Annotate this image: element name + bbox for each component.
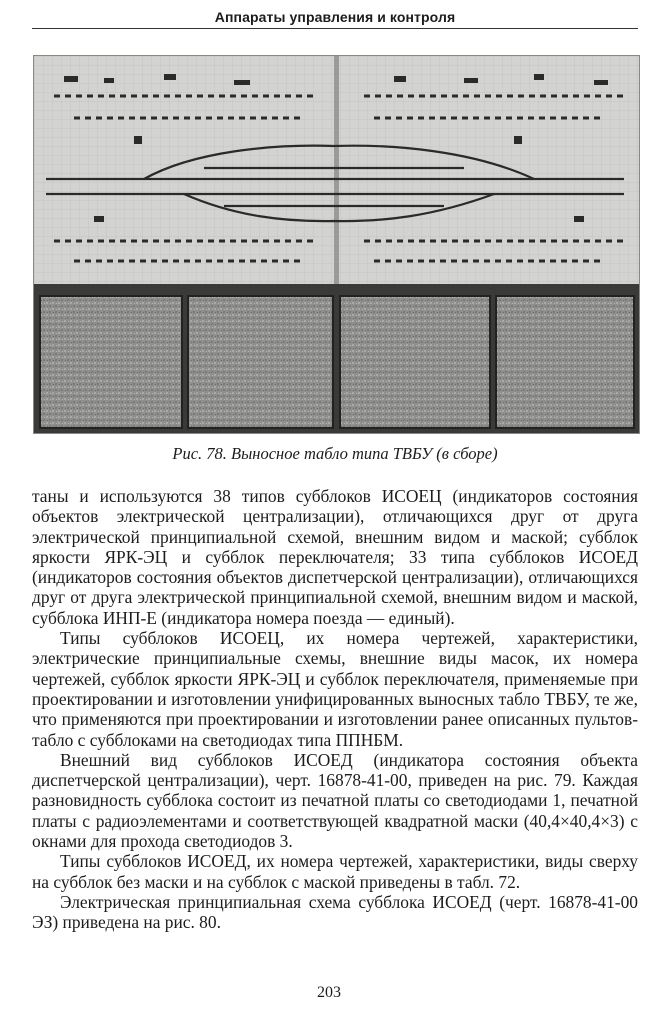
running-header	[32, 6, 638, 29]
paragraph: Электрическая принципиальная схема субблока ИСОЕД (черт. 16878-41-00 ЭЗ) приведена на рис. 80.	[32, 891, 638, 933]
paragraph: таны и используются 38 типов субблоков ИСОЕЦ (индикаторов состояния объектов электрической централизации), отличающихся друг от друга электрической принципиальной схемой, внешним видом и маской; субблок яркости ЯРК-ЭЦ и субблок переключателя; 33 типа субблоков ИСОЕД (индикаторов состояния объектов диспетчерской централизации), отличающихся друг от друга электрической принципиальной схемой, внешним видом и маской, субблока ИНП-Е (индикатора номера поезда — единый).	[32, 486, 638, 628]
body-text	[32, 486, 638, 933]
running-header-title: Аппараты управления и контроля	[214, 9, 456, 25]
figure-caption: Рис. 78. Выносное табло типа ТВБУ (в сборе)	[172, 444, 498, 463]
paragraph: Типы субблоков ИСОЕД, их номера чертежей, характеристики, виды сверху на субблок без маски и на субблок с маской приведены в табл. 72.	[32, 851, 638, 892]
paragraph: Внешний вид субблоков ИСОЕД (индикатора состояния объекта диспетчерской централизации), черт. 16878-41-00, приведен на рис. 79. Каждая разновидность субблока состоит из печатной платы со светодиодами 1, печатной платы с радиоэлементами и соответствующей квадратной маски (40,4×40,4×3) с окнами для прохода светодиодов 3.	[32, 749, 638, 852]
page-number: 203	[317, 984, 341, 1001]
figure-photo-image	[34, 56, 639, 433]
paragraph: Типы субблоков ИСОЕЦ, их номера чертежей, характеристики, электрические принципиальные схемы, внешние виды масок, их номера чертежей, субблок яркости ЯРК-ЭЦ и субблок переключателя, применяемые при проектировании и изготовлении унифицированных выносных табло ТВБУ, те же, что применяются при проектировании и изготовлении ранее описанных пультов-табло с субблоками на светодиодах типа ППНБМ.	[32, 628, 638, 750]
figure-photo	[33, 55, 640, 434]
